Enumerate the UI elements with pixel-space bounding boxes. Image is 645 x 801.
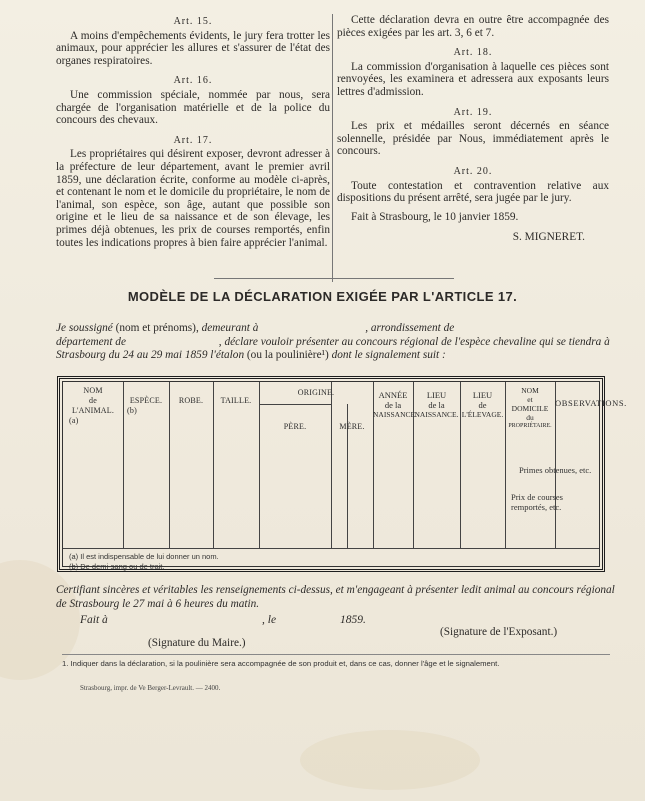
header-text: (b) bbox=[127, 406, 137, 415]
column-line bbox=[331, 382, 332, 548]
decree-date: Fait à Strasbourg, le 10 janvier 1859. bbox=[351, 210, 519, 223]
header-text: du bbox=[526, 413, 534, 422]
header-text: L'ANIMAL. bbox=[71, 406, 115, 415]
header-robe: ROBE. bbox=[178, 396, 204, 405]
header-text: (a) bbox=[69, 416, 79, 425]
year-label: 1859. bbox=[340, 614, 366, 626]
intro-text: Je soussigné bbox=[56, 322, 113, 334]
intro-text: (nom et prénoms), bbox=[115, 322, 199, 334]
article-text: A moins d'empêchements évidents, le jury fera trotter les animaux, pour apprécier les allures et s'assurer de l'état des organes respiratoires. bbox=[56, 29, 330, 67]
header-text: de la bbox=[384, 400, 402, 410]
obs-primes: Primes obtenues, etc. bbox=[519, 465, 592, 475]
section-rule bbox=[214, 278, 454, 279]
header-text: de bbox=[478, 400, 487, 410]
header-annee bbox=[373, 390, 417, 420]
article-heading: Art. 19. bbox=[453, 106, 493, 118]
header-text: et bbox=[527, 395, 533, 404]
declaration-table bbox=[57, 376, 627, 572]
header-proprietaire bbox=[505, 386, 555, 431]
printer-line: Strasbourg, impr. de Ve Berger-Levrault. — 2400. bbox=[80, 684, 221, 692]
row-line bbox=[63, 548, 599, 549]
column-line bbox=[213, 382, 214, 548]
article-text: Les propriétaires qui désirent exposer, devront adresser à la préfecture de leur département, avant le premier avril 1859, une déclaration écrite, conforme au modèle ci-après, et contenant le nom et le domicile du propriétaire, le nom de l'animal, son espèce, son âge, autant que possible son origine et le lieu de sa naissance et de son élevage, les primes déjà obtenues, les prix de courses remportés, enfin toutes les indications propres à bien faire apprécier l'animal. bbox=[56, 148, 330, 249]
intro-text: (ou la poulinière¹) bbox=[246, 349, 329, 361]
article-text: Toute contestation et contravention relative aux dispositions du présent arrêté, sera jugée par le jury. bbox=[337, 179, 609, 205]
origine-subline bbox=[259, 404, 331, 405]
article-heading: Art. 20. bbox=[453, 165, 493, 177]
header-observations: OBSERVATIONS. bbox=[555, 398, 627, 408]
intro-text: demeurant à bbox=[201, 322, 259, 334]
header-text: NAISSANCE. bbox=[373, 410, 417, 419]
column-line bbox=[259, 382, 260, 548]
header-origine: ORIGINE. bbox=[297, 388, 335, 397]
header-text: NOM bbox=[83, 386, 103, 395]
header-espece bbox=[123, 396, 169, 416]
header-text: LIEU bbox=[426, 390, 447, 400]
header-text: ANNÉE bbox=[378, 390, 408, 400]
article-text: Une commission spéciale, nommée par nous, sera chargée de l'organisation matérielle et de la police du concours des chevaux. bbox=[56, 88, 330, 127]
article-text: La commission d'organisation à laquelle ces pièces sont renvoyées, les examinera et adressera aux exposants leurs lettres d'admission. bbox=[337, 60, 609, 98]
header-text: NOM bbox=[521, 386, 539, 395]
intro-text: département de bbox=[56, 335, 126, 348]
fait-label: Fait à bbox=[80, 614, 108, 626]
article-text: Cette déclaration devra en outre être accompagnée des pièces exigées par les art. 3, 6 et 7. bbox=[337, 14, 609, 39]
right-column bbox=[337, 14, 609, 244]
header-text: de la bbox=[428, 400, 445, 410]
intro-text: , arrondissement de bbox=[365, 322, 455, 334]
article-heading: Art. 17. bbox=[173, 134, 213, 146]
left-column bbox=[56, 14, 330, 257]
article-heading: Art. 16. bbox=[173, 75, 213, 87]
article-heading: Art. 15. bbox=[173, 16, 213, 27]
certification-text: Certifiant sincères et véritables les renseignements ci-dessus, et m'engageant à présenter ledit animal au concours régional de Strasbourg le 27 mai à 6 heures du matin. bbox=[56, 584, 615, 610]
header-text: DOMICILE bbox=[511, 404, 549, 413]
header-nom bbox=[63, 386, 123, 426]
header-mere: MÈRE. bbox=[339, 422, 365, 431]
form-intro bbox=[56, 322, 616, 363]
header-text: NAISSANCE. bbox=[414, 410, 459, 419]
column-divider bbox=[332, 14, 333, 282]
le-label: , le bbox=[262, 614, 277, 626]
signature-exposant: (Signature de l'Exposant.) bbox=[440, 626, 558, 638]
footnote: 1. Indiquer dans la déclaration, si la poulinière sera accompagnée de son produit et, dans ce cas, donner l'âge et le signalement. bbox=[62, 659, 500, 668]
article-text: Les prix et médailles seront décernés en séance solennelle, présidée par Nous, immédiatement après le concours. bbox=[337, 120, 609, 158]
header-text: LIEU bbox=[472, 390, 493, 400]
header-taille: TAILLE. bbox=[220, 396, 252, 405]
header-pere: PÈRE. bbox=[283, 422, 307, 431]
header-text: PROPRIÉTAIRE. bbox=[508, 423, 552, 429]
article-heading: Art. 18. bbox=[453, 47, 493, 59]
prefect-signature: S. MIGNERET. bbox=[512, 231, 585, 244]
table-inner bbox=[62, 381, 627, 571]
obs-prix: Prix de courses remportés, etc. bbox=[511, 492, 563, 512]
intro-text: dont le signalement suit : bbox=[331, 349, 446, 361]
header-lieu-elevage bbox=[460, 390, 505, 420]
header-text: ESPÈCE. bbox=[129, 396, 163, 405]
footnote-rule bbox=[62, 654, 610, 655]
header-text: L'ÉLEVAGE. bbox=[461, 410, 504, 419]
column-line bbox=[169, 382, 170, 548]
note-a: (a) Il est indispensable de lui donner un nom. bbox=[69, 552, 219, 561]
header-text: de bbox=[89, 396, 97, 405]
form-title: MODÈLE DE LA DÉCLARATION EXIGÉE PAR L'ARTICLE 17. bbox=[127, 289, 518, 304]
intro-text: , déclare vouloir présenter au concours régional de l'espèce chevaline qui se tiendra à Strasbourg du 24 au 29 mai 1859 l'étalon bbox=[56, 335, 610, 361]
header-lieu-naissance bbox=[413, 390, 460, 420]
paper-stain bbox=[300, 730, 480, 790]
note-b: (b) De demi-sang ou de trait. bbox=[69, 562, 165, 571]
signature-maire: (Signature du Maire.) bbox=[148, 637, 246, 649]
